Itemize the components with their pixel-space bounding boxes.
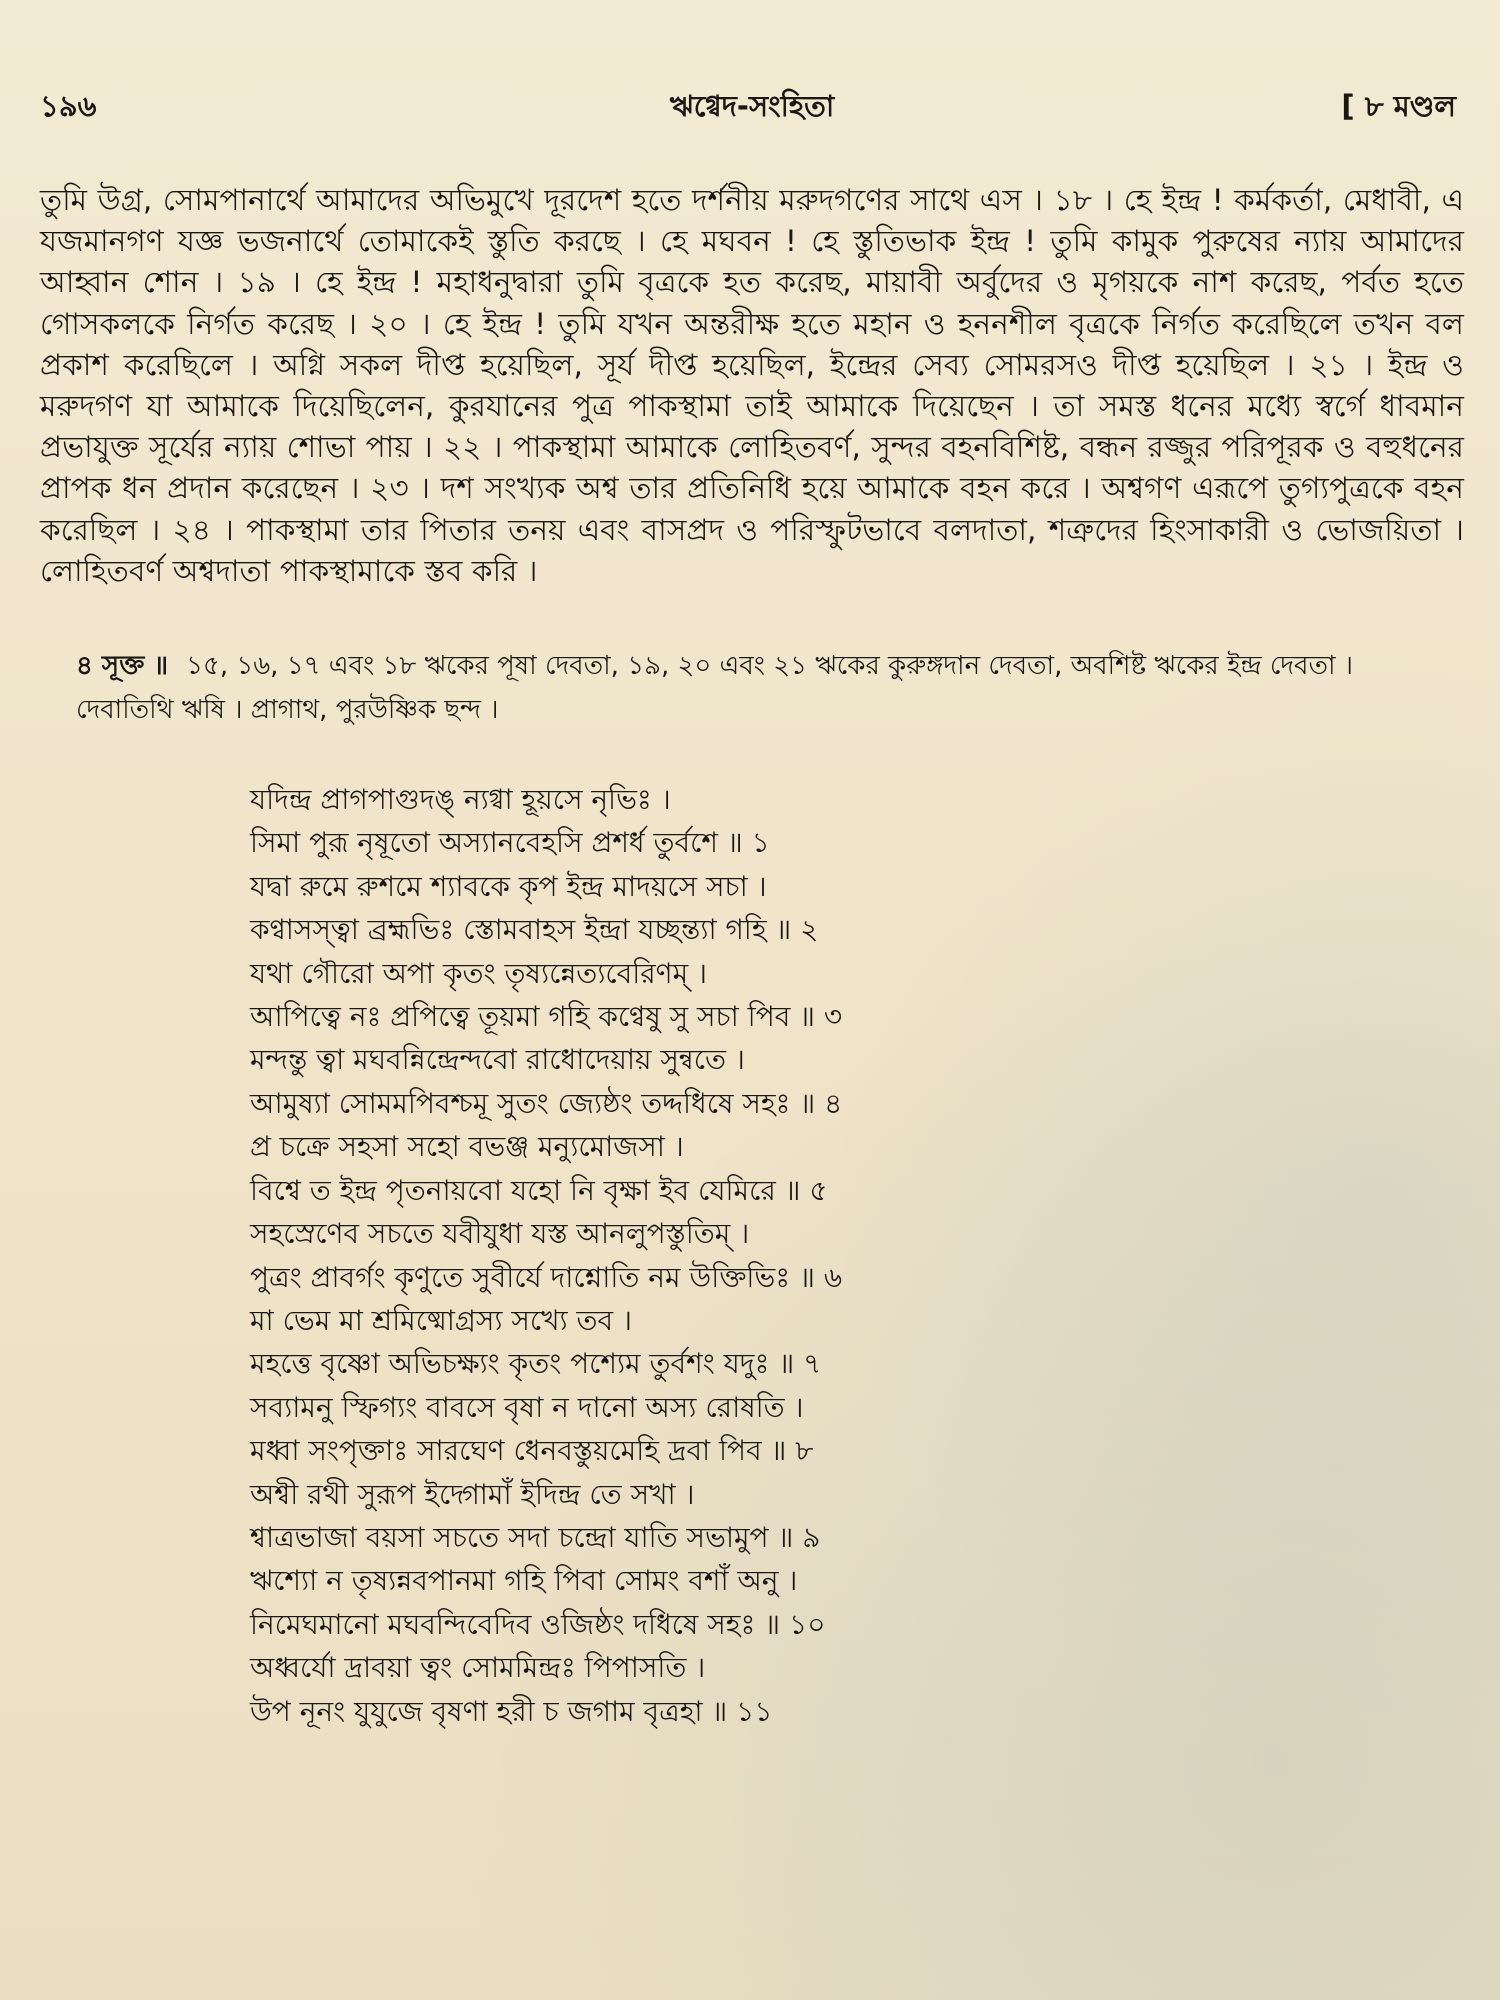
verse-line: প্র চক্রে সহসা সহো বভঞ্জ মন্যুমোজসা । — [250, 1130, 684, 1164]
verse-line: সব্যামনু স্ফিগ্যং বাবসে বৃষা ন দানো অস্য রোষতি । — [250, 1390, 804, 1424]
translation-paragraph: তুমি উগ্র, সোমপানার্থে আমাদের অভিমুখে দূরদেশ হতে দর্শনীয় মরুদগণের সাথে এস । ১৮ । হে ইন্দ্র ! কর্মকর্তা, মেধাবী, এ যজমানগণ যজ্ঞ ভজনার্থে তোমাকেই স্তুতি করছে । হে মঘবন ! হে স্তুতিভাক ইন্দ্র ! তুমি কামুক পুরুষের ন্যায় আমাদের আহ্বান শোন । ১৯ । হে ইন্দ্র ! মহাধনুদ্বারা তুমি বৃত্রকে হত করেছ, মায়াবী অর্বুদের ও মৃগয়কে নাশ করেছ, পর্বত হতে গোসকলকে নির্গত করেছ । ২০ । হে ইন্দ্র ! তুমি যখন অন্তরীক্ষ হতে মহান ও হননশীল বৃত্রকে নির্গত করেছিলে তখন বল প্রকাশ করেছিলে । অগ্নি সকল দীপ্ত হয়েছিল, সূর্য দীপ্ত হয়েছিল, ইন্দ্রের সেব্য সোমরসও দীপ্ত হয়েছিল । ২১ । ইন্দ্র ও মরুদগণ যা আমাকে দিয়েছিলেন, কুরযানের পুত্র পাকস্থামা তাই আমাকে দিয়েছেন । তা সমস্ত ধনের মধ্যে স্বর্গে ধাবমান প্রভাযুক্ত সূর্যের ন্যায় শোভা পায় । ২২ । পাকস্থামা আমাকে লোহিতবর্ণ, সুন্দর বহনবিশিষ্ট, বন্ধন রজ্জুর পরিপূরক ও বহুধনের প্রাপক ধন প্রদান করেছেন । ২৩ । দশ সংখ্যক অশ্ব তার প্রতিনিধি হয়ে আমাকে বহন করে । অশ্বগণ এরূপে তুগ্যপুত্রকে বহন করেছিল । ২৪ । পাকস্থামা তার পিতার তনয় এবং বাসপ্রদ ও পরিস্ফুটভাবে বলদাতা, শত্রুদের হিংসাকারী ও ভোজয়িতা । লোহিতবর্ণ অশ্বদাতা পাকস্থামাকে স্তব করি । — [40, 183, 1464, 588]
verse-line: যদিন্দ্র প্রাগপাগুদঙ্ ন্যগ্বা হূয়সে নৃভিঃ । — [250, 783, 671, 817]
verse-line: পুত্রং প্রাবর্গং কৃণুতে সুবীর্যে দাশ্নোতি নম উক্তিভিঃ ॥ ৬ — [250, 1260, 843, 1294]
verse-line: যদ্বা রুমে রুশমে শ্যাবকে কৃপ ইন্দ্র মাদয়সে সচা । — [250, 869, 767, 903]
verse-line: অধ্বর্যো দ্রাবয়া ত্বং সোমমিন্দ্রঃ পিপাসতি । — [250, 1651, 706, 1685]
verse-line: আপিত্বে নঃ প্রপিত্বে তূয়মা গহি কণ্বেষু সু সচা পিব ॥ ৩ — [250, 1000, 843, 1034]
verse-line: উপ নূনং যুযুজে বৃষণা হরী চ জগাম বৃত্রহা ॥ ১১ — [250, 1694, 773, 1728]
verse-line: অশ্বী রথী সুরূপ ইদ্গোমাঁ ইদিন্দ্র তে সখা । — [250, 1477, 695, 1511]
page-number: ১৯৬ — [40, 89, 97, 123]
verse-line: ঋশ্যো ন তৃষ্যন্নবপানমা গহি পিবা সোমং বশাঁ অনু । — [250, 1564, 798, 1598]
running-title: ঋগ্বেদ-সংহিতা — [669, 89, 835, 123]
verse-line: কণ্বাসস্ত্বা ব্রহ্মভিঃ স্তোমবাহস ইন্দ্রা যচ্ছন্ত্যা গহি ॥ ২ — [250, 913, 819, 947]
verse-line: মা ভেম মা শ্রমিষ্মোগ্রস্য সখ্যে তব । — [250, 1303, 633, 1337]
verse-line: সহস্রেণেব সচতে যবীযুধা যস্ত আনলুপস্তুতিম্ । — [250, 1217, 750, 1251]
verse-line: সিমা পুরূ নৃষূতো অস্যানবেহসি প্রশর্ধ তুর্বশে ॥ ১ — [250, 826, 770, 860]
hymn-number-label: ৪ সূক্ত ॥ — [76, 651, 169, 682]
verse-line: মধ্বা সংপৃক্তাঃ সারঘেণ ধেনবস্তুয়মেহি দ্রবা পিব ॥ ৮ — [250, 1434, 814, 1468]
hymn-note-text: ১৫, ১৬, ১৭ এবং ১৮ ঋকের পূষা দেবতা, ১৯, ২০ এবং ২১ ঋকের কুরুঙ্গদান দেবতা, অবশিষ্ট ঋকের ইন্দ্র দেবতা । দেবাতিথি ঋষি । প্রাগাথ, পুরউষ্ণিক ছন্দ । — [76, 651, 1354, 726]
verse-line: মন্দন্তু ত্বা মঘবন্নিন্দ্রেন্দবো রাধোদেয়ায় সুন্বতে । — [250, 1043, 745, 1077]
hymn-note — [76, 644, 1444, 732]
verse-line: শ্বাত্রভাজা বয়সা সচতে সদা চন্দ্রো যাতি সভামুপ ॥ ৯ — [250, 1520, 821, 1554]
verse-line: বিশ্বে ত ইন্দ্র পৃতনায়বো যহো নি বৃক্ষা ইব যেমিরে ॥ ৫ — [250, 1173, 828, 1207]
verse-line: নিমেঘমানো মঘবন্দিবেদিব ওজিষ্ঠং দধিষে সহঃ ॥ ১০ — [250, 1607, 826, 1641]
verse-line: আমুষ্যা সোমমপিবশ্চমূ সুতং জ্যেষ্ঠং তদ্দধিষে সহঃ ॥ ৪ — [250, 1086, 843, 1120]
verse-block — [250, 778, 1464, 1733]
verse-line: মহত্তে বৃষ্ণো অভিচক্ষ্যং কৃতং পশ্যেম তুর্বশং যদুঃ ॥ ৭ — [250, 1347, 822, 1381]
page-header — [40, 82, 1464, 130]
verse-line: যথা গৌরো অপা কৃতং তৃষ্যন্নেত্যবেরিণম্ । — [250, 956, 708, 990]
section-marker: [ ৮ মণ্ডল — [1341, 89, 1456, 123]
